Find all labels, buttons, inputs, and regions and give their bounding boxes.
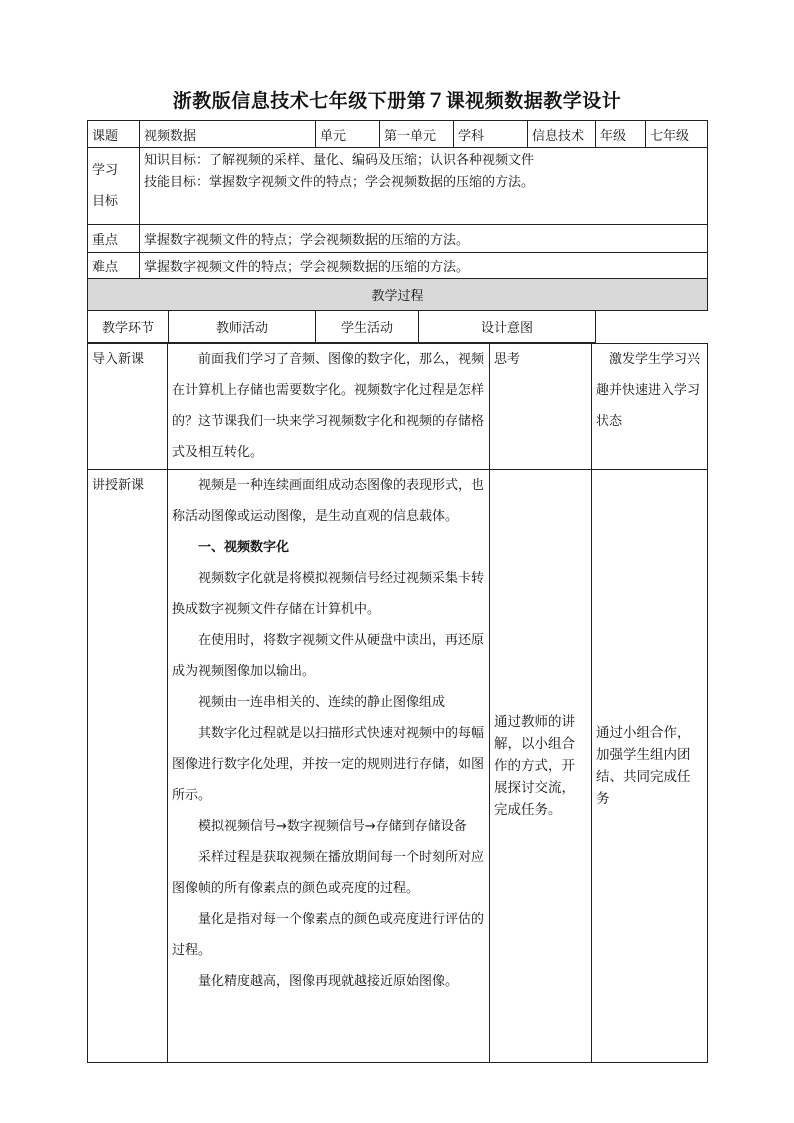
subject-value: 信息技术 — [528, 121, 596, 148]
subject-label: 学科 — [454, 121, 528, 148]
lesson-plan-table — [87, 120, 708, 343]
intro-teacher — [168, 344, 490, 470]
column-header-teacher: 教师活动 — [215, 321, 268, 336]
intro-intent-text: 激发学生学习兴趣并快速进入学习状态 — [596, 352, 701, 429]
process-columns-split — [88, 311, 316, 343]
lecture-paragraph: 量化精度越高，图像再现就越接近原始图像。 — [198, 974, 459, 989]
grade-label: 年级 — [596, 121, 646, 148]
goals-label-line-2: 目标 — [92, 194, 119, 209]
goal-knowledge: 知识目标：了解视频的采样、量化、编码及压缩；认识各种视频文件 — [144, 153, 535, 168]
lecture-row — [88, 470, 708, 1063]
lecture-paragraph: 视频是一种连续画面组成动态图像的表现形式，也称活动图像或运动图像，是生动直观的信息载体。 — [172, 478, 485, 524]
intro-stage: 导入新课 — [88, 344, 168, 470]
lecture-paragraph: 其数字化过程就是以扫描形式快速对视频中的每幅图像进行数字化处理，并按一定的规则进行存储，如图所示。 — [172, 726, 485, 803]
intro-teacher-text: 前面我们学习了音频、图像的数字化，那么，视频在计算机上存储也需要数字化。视频数字化过程是怎样的？这节课我们一块来学习视频数字化和视频的存储格式及相互转化。 — [172, 352, 485, 460]
intro-student: 思考 — [490, 344, 592, 470]
process-columns-row — [88, 311, 708, 343]
key-label: 重点 — [88, 225, 140, 253]
intro-intent — [592, 344, 708, 470]
lecture-paragraph: 视频数字化就是将模拟视频信号经过视频采集卡转换成数字视频文件存储在计算机中。 — [172, 571, 485, 617]
goals-label-line-1: 学习 — [92, 163, 119, 178]
unit-label: 单元 — [316, 121, 380, 148]
process-header-row — [88, 279, 708, 311]
goal-skill: 技能目标：掌握数字视频文件的特点；学会视频数据的压缩的方法。 — [144, 175, 535, 190]
lecture-intent: 通过小组合作，加强学生组内团结、共同完成任务 — [592, 470, 708, 1063]
intro-row — [88, 344, 708, 470]
lecture-paragraph: 模拟视频信号→数字视频信号→存储到存储设备 — [198, 819, 467, 834]
lecture-student: 通过教师的讲解，以小组合作的方式，开展探讨交流，完成任务。 — [490, 470, 592, 1063]
unit-value: 第一单元 — [380, 121, 454, 148]
difficult-row — [88, 253, 708, 279]
lecture-paragraph: 采样过程是获取视频在播放期间每一个时刻所对应图像帧的所有像素点的颜色或亮度的过程。 — [172, 850, 485, 896]
key-row — [88, 225, 708, 253]
column-header-student: 学生活动 — [316, 311, 419, 342]
lecture-paragraph: 视频由一连串相关的、连续的静止图像组成 — [198, 695, 446, 710]
lecture-paragraph: 在使用时，将数字视频文件从硬盘中读出，再还原成为视频图像加以输出。 — [172, 633, 485, 679]
grade-value: 七年级 — [646, 121, 708, 148]
column-header-intent: 设计意图 — [480, 321, 533, 336]
lecture-paragraph: 量化是指对每一个像素点的颜色或亮度进行评估的过程。 — [172, 912, 485, 958]
column-header-stage: 教学环节 — [88, 311, 169, 342]
goals-content — [140, 148, 708, 225]
process-columns-split-right — [316, 311, 596, 343]
topic-value: 视频数据 — [140, 121, 316, 148]
document-title: 浙教版信息技术七年级下册第７课视频数据教学设计 — [172, 90, 622, 112]
key-value: 掌握数字视频文件的特点；学会视频数据的压缩的方法。 — [140, 225, 708, 253]
topic-label: 课题 — [88, 121, 140, 148]
info-row — [88, 121, 708, 148]
lecture-stage: 讲授新课 — [88, 470, 168, 1063]
goals-label — [88, 148, 140, 225]
difficult-label: 难点 — [88, 253, 140, 279]
lecture-heading: 一、视频数字化 — [198, 540, 290, 555]
process-header: 教学过程 — [88, 279, 708, 311]
goals-row — [88, 148, 708, 225]
difficult-value: 掌握数字视频文件的特点；学会视频数据的压缩的方法。 — [140, 253, 708, 279]
lecture-teacher — [168, 470, 490, 1063]
process-body-table — [87, 343, 708, 1063]
